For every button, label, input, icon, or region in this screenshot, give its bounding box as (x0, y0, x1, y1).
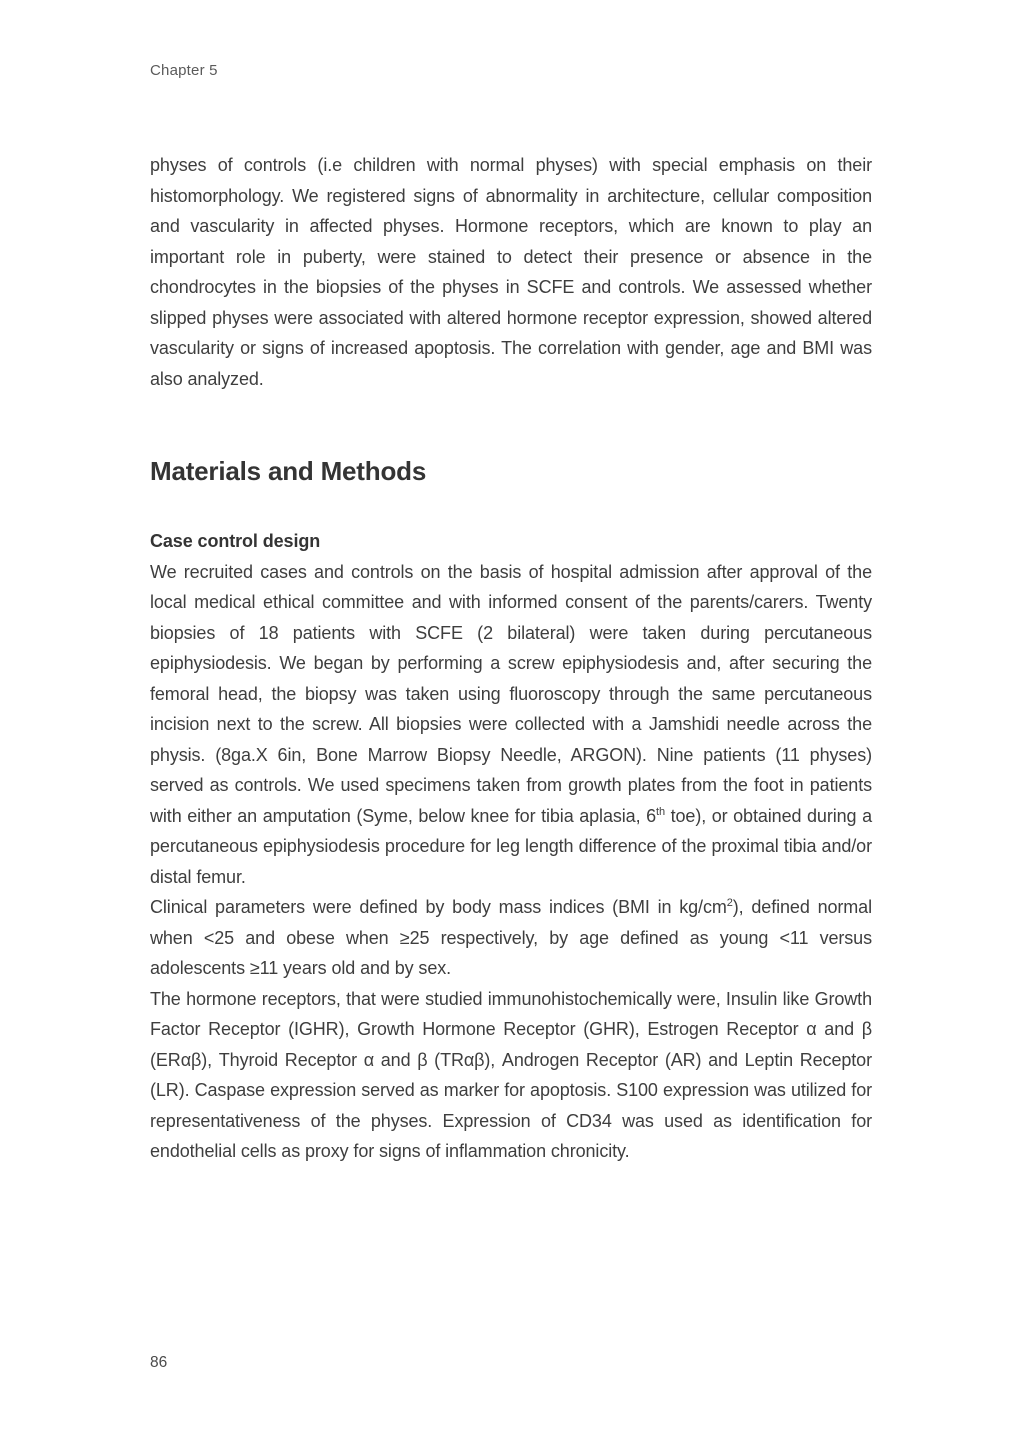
running-header: Chapter 5 (150, 62, 218, 79)
paragraph-text-segment: Clinical parameters were defined by body mass indices (BMI in kg/cm (150, 897, 727, 917)
superscript-th: th (656, 805, 665, 818)
case-control-paragraph (150, 557, 872, 893)
subsection-title: Case control design (150, 531, 321, 551)
paragraph-text-segment: ), defined normal when <25 and obese when ≥25 respectively, by age defined as young <11 versus adolescents ≥11 years old and by sex. (150, 897, 872, 978)
superscript-2: 2 (726, 897, 733, 909)
page-number: 86 (150, 1354, 168, 1371)
paragraph-text-segment: toe), or obtained during a percutaneous epiphysiodesis procedure for leg length difference of the proximal tibia and/or distal femur. (150, 805, 872, 887)
clinical-parameters-paragraph (150, 892, 872, 984)
hormone-receptors-paragraph: The hormone receptors, that were studied immunohistochemically were, Insulin like Growth Factor Receptor (IGHR), Growth Hormone Receptor (GHR), Estrogen Receptor α and β (ERαβ), Thyroid Receptor α and β (TRαβ), Androgen Receptor (AR) and Leptin Receptor (LR). Caspase expression served as marker for apoptosis. S100 expression was utilized for representativeness of the physes. Expression of CD34 was used as identification for endothelial cells as proxy for signs of inflammation chronicity. (150, 988, 872, 1161)
section-title: Materials and Methods (150, 456, 427, 486)
page-content (150, 150, 872, 1167)
intro-paragraph: physes of controls (i.e children with normal physes) with special emphasis on their histomorphology. We registered signs of abnormality in architecture, cellular composition and vascularity in affected physes. Hormone receptors, which are known to play an important role in puberty, were stained to detect their presence or absence in the chondrocytes in the biopsies of the physes in SCFE and controls. We assessed whether slipped physes were associated with altered hormone receptor expression, showed altered vascularity or signs of increased apoptosis. The correlation with gender, age and BMI was also analyzed. (150, 155, 872, 389)
paragraph-text-segment: We recruited cases and controls on the basis of hospital admission after approval of the local medical ethical committee and with informed consent of the parents/carers. Twenty biopsies of 18 patients with SCFE (2 bilateral) were taken during percutaneous epiphysiodesis. We began by performing a screw epiphysiodesis and, after securing the femoral head, the biopsy was taken using fluoroscopy through the same percutaneous incision next to the screw. All biopsies were collected with a Jamshidi needle across the physis. (8ga.X 6in, Bone Marrow Biopsy Needle, ARGON). Nine patients (11 physes) served as controls. We used specimens taken from growth plates from the foot in patients with either an amputation (Syme, below knee for tibia aplasia, 6 (150, 561, 872, 826)
